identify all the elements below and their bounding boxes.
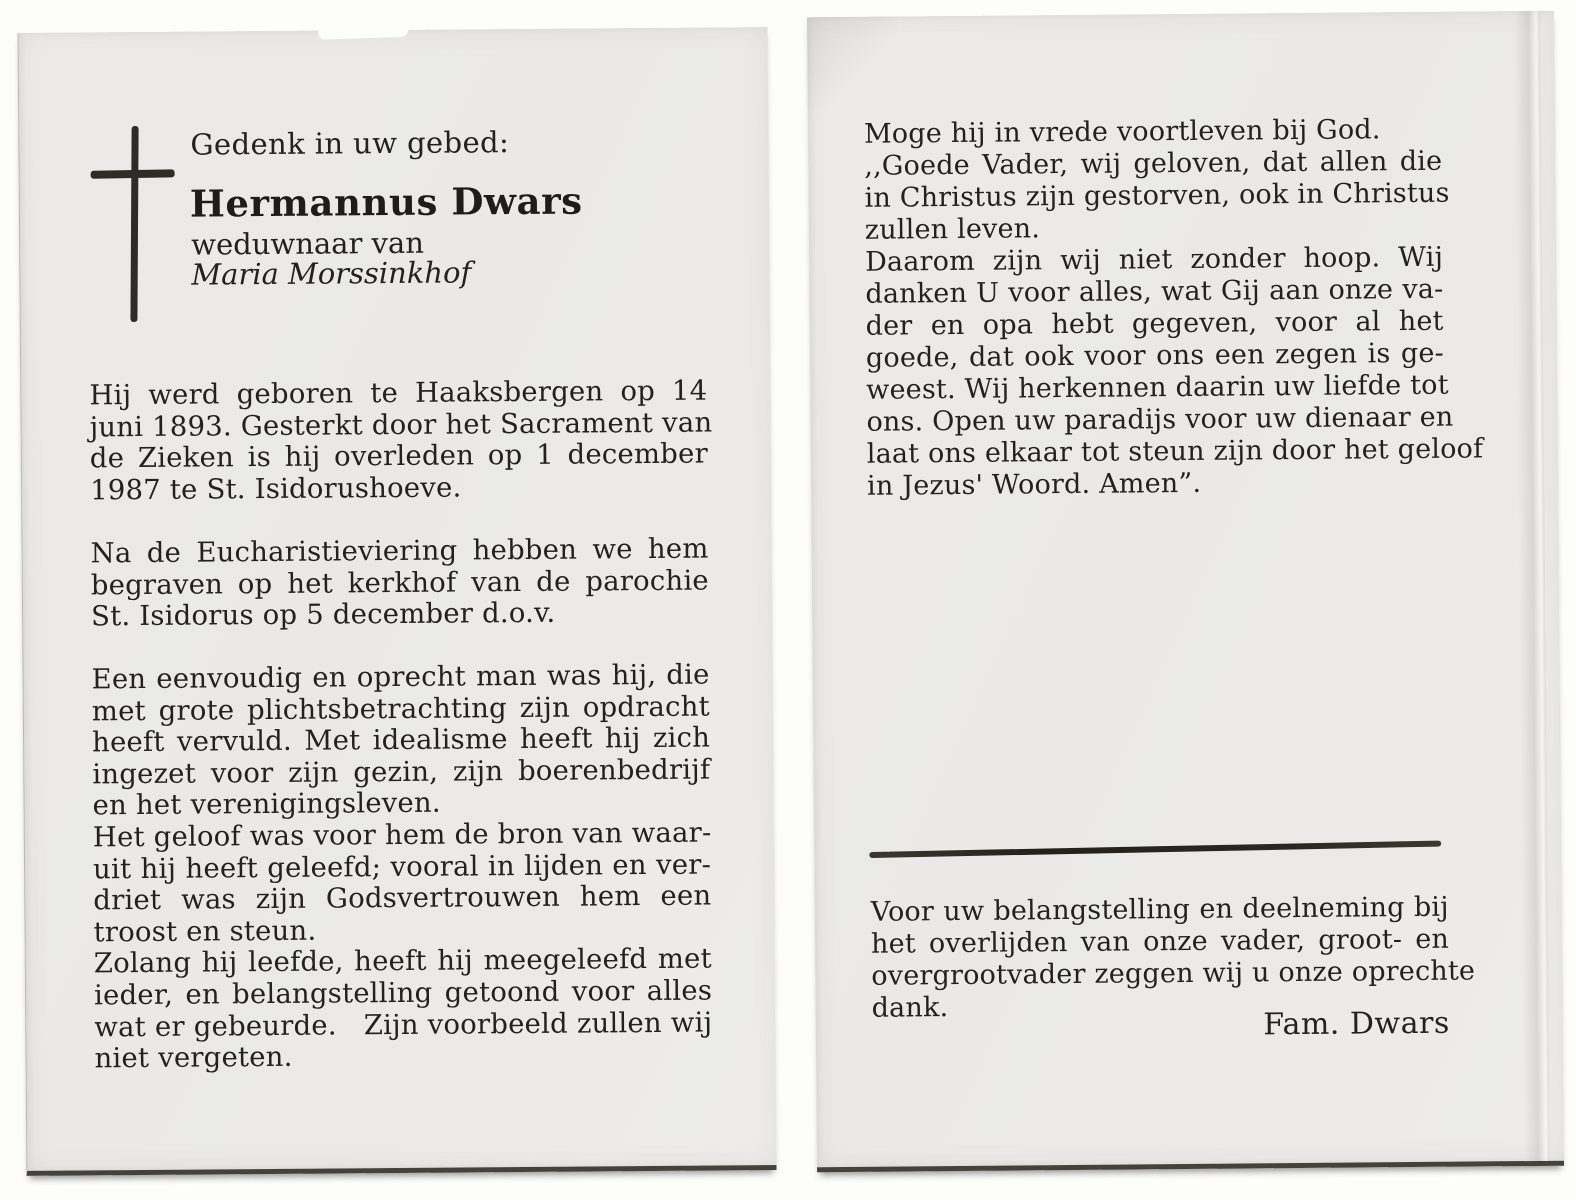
text-line: Moge hij in vrede voortleven bij God. [863,114,1381,150]
text-line: zullen leven. [864,213,1041,246]
funeral-paragraph [90,534,709,634]
text-line: en het verenigingsleven. [92,787,441,822]
text-line: heeft vervuld. Met idealisme heeft hij zich [91,721,711,759]
text-line: Na de Eucharistieviering hebben we hem [90,532,709,570]
text-line: 1987 te St. Isidorushoeve. [89,471,462,507]
birth-death-paragraph [89,374,713,507]
text-line: Het geloof was voor hem de bron van waar- [92,816,712,854]
divider-rule [869,841,1441,858]
text-line: wat er gebeurde. Zijn voorbeeld zullen wij [94,1006,713,1043]
text-line: laat ons elkaar tot steun zijn door het geloof [866,433,1484,470]
text-line: St. Isidorus op 5 december d.o.v. [90,596,556,633]
relation-label: weduwnaar van [191,225,425,262]
life-description-paragraph [91,660,712,1076]
text-line: der en opa hebt gegeven, voor al het [865,305,1444,342]
text-line: in Christus zijn gestorven, ook in Christus [864,177,1450,214]
deceased-name: Hermannus Dwars [189,178,583,226]
text-line: het overlijden van onze vader, groot- en [870,923,1450,960]
text-line: ieder, en belangstelling getoond voor alles [93,974,713,1012]
text-line: begraven op het kerkhof van de parochie [90,564,709,601]
text-line: niet vergeten. [94,1040,293,1075]
text-line: ingezet voor zijn gezin, zijn boerenbedrijf [92,753,711,791]
memorial-card-left-page [18,27,777,1176]
text-line: met grote plichtsbetrachting zijn opdracht [91,690,710,727]
text-line: juni 1893. Gesterkt door het Sacrament van [89,406,713,444]
text-line: ,,Goede Vader, wij geloven, dat allen die [864,145,1443,182]
text-line: overgrootvader zeggen wij u onze oprechte [871,955,1476,992]
text-line: driet was zijn Godsvertrouwen hem een [93,879,712,917]
text-line: Voor uw belangstelling en deelneming bij [870,891,1449,928]
text-line: danken U voor alles, wat Gij aan onze va- [865,273,1444,310]
prayer-paragraph [863,114,1484,503]
spouse-name: Maria Morssinkhof [191,255,472,292]
text-line: dank. [871,992,949,1024]
text-line: uit hij heeft geleefd; vooral in lijden en ver- [92,848,712,885]
text-line: Daarom zijn wij niet zonder hoop. Wij [864,241,1444,278]
text-line: de Zieken is hij overleden op 1 december [89,437,708,475]
text-line: ons. Open uw paradijs voor uw dienaar en [866,401,1454,438]
text-line: troost en steun. [93,914,317,949]
text-line: Zolang hij leefde, heeft hij meegeleefd met [93,942,712,980]
text-line: weest. Wij herkennen daarin uw liefde tot [866,369,1449,406]
text-line: Hij werd geboren te Haaksbergen op 14 [89,374,708,412]
memorial-card-right-page [807,11,1564,1172]
acknowledgement-paragraph [870,891,1476,1025]
text-line: goede, dat ook voor ons een zegen is ge- [865,337,1445,374]
text-line: in Jezus' Woord. Amen”. [866,467,1202,502]
paper-tear [318,23,408,40]
prayer-intro: Gedenk in uw gebed: [190,125,510,162]
family-signature: Fam. Dwars [1263,1005,1450,1043]
text-line: Een eenvoudig en oprecht man was hij, die [91,658,710,696]
